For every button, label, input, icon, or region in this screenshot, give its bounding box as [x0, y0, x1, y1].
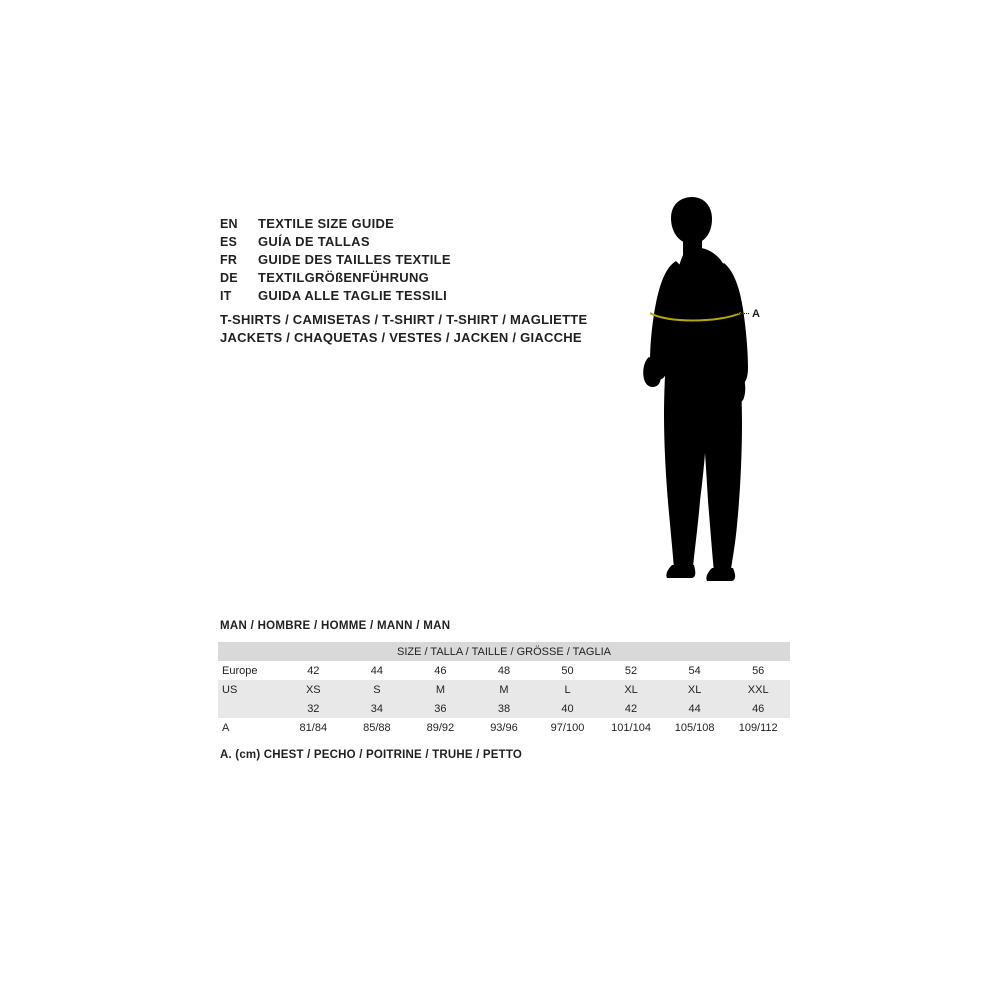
category-block	[220, 311, 587, 347]
man-silhouette-figure	[600, 195, 820, 605]
language-title-block	[220, 215, 620, 305]
table-cell: S	[345, 680, 409, 699]
table-cell: XXL	[726, 680, 790, 699]
row-label: Europe	[218, 661, 282, 680]
table-title-man: MAN / HOMBRE / HOMME / MANN / MAN	[220, 620, 451, 632]
table-row	[218, 718, 790, 737]
table-cell: 46	[726, 699, 790, 718]
language-code: IT	[220, 289, 232, 303]
language-row	[220, 251, 620, 269]
language-row	[220, 215, 620, 233]
table-header-row	[218, 642, 790, 661]
table-cell: XS	[282, 680, 346, 699]
table-cell: 32	[282, 699, 346, 718]
language-row	[220, 269, 620, 287]
category-line-jackets: JACKETS / CHAQUETAS / VESTES / JACKEN / GIACCHE	[220, 330, 582, 345]
table-cell: 109/112	[726, 718, 790, 737]
language-code: EN	[220, 217, 238, 231]
table-cell: 50	[536, 661, 600, 680]
language-text: GUIDE DES TAILLES TEXTILE	[258, 252, 451, 267]
language-row	[220, 233, 620, 251]
row-label	[218, 699, 282, 718]
language-code: ES	[220, 235, 238, 249]
table-cell: 48	[472, 661, 536, 680]
table-cell: 93/96	[472, 718, 536, 737]
table-cell: 81/84	[282, 718, 346, 737]
table-cell: XL	[663, 680, 727, 699]
table-cell: 36	[409, 699, 473, 718]
table-cell: 38	[472, 699, 536, 718]
table-cell: 44	[345, 661, 409, 680]
table-footnote: A. (cm) CHEST / PECHO / POITRINE / TRUHE / PETTO	[220, 749, 523, 761]
category-line-tshirts: T-SHIRTS / CAMISETAS / T-SHIRT / T-SHIRT / MAGLIETTE	[220, 312, 588, 327]
table-cell: 40	[536, 699, 600, 718]
table-cell: 52	[599, 661, 663, 680]
table-cell: 97/100	[536, 718, 600, 737]
table-cell: L	[536, 680, 600, 699]
table-row	[218, 699, 790, 718]
size-table	[218, 642, 790, 737]
language-text: TEXTILE SIZE GUIDE	[258, 216, 395, 231]
table-cell: 85/88	[345, 718, 409, 737]
language-text: GUIDA ALLE TAGLIE TESSILI	[258, 288, 448, 303]
table-row	[218, 661, 790, 680]
table-cell: M	[472, 680, 536, 699]
table-cell: 46	[409, 661, 473, 680]
language-code: FR	[220, 253, 238, 267]
row-label: A	[218, 718, 282, 737]
row-label: US	[218, 680, 282, 699]
measure-leader-line	[735, 313, 749, 314]
table-cell: 44	[663, 699, 727, 718]
table-cell: M	[409, 680, 473, 699]
table-cell: 54	[663, 661, 727, 680]
language-code: DE	[220, 271, 238, 285]
table-cell: 42	[282, 661, 346, 680]
measure-label-a: A	[752, 308, 761, 320]
table-cell: 56	[726, 661, 790, 680]
table-cell: XL	[599, 680, 663, 699]
table-cell: 101/104	[599, 718, 663, 737]
table-cell: 89/92	[409, 718, 473, 737]
language-text: TEXTILGRÖßENFÜHRUNG	[258, 270, 430, 285]
table-cell: 105/108	[663, 718, 727, 737]
table-row	[218, 680, 790, 699]
table-header-label: SIZE / TALLA / TAILLE / GRÖSSE / TAGLIA	[218, 642, 790, 661]
table-cell: 34	[345, 699, 409, 718]
table-cell: 42	[599, 699, 663, 718]
language-text: GUÍA DE TALLAS	[258, 234, 370, 249]
language-row	[220, 287, 620, 305]
